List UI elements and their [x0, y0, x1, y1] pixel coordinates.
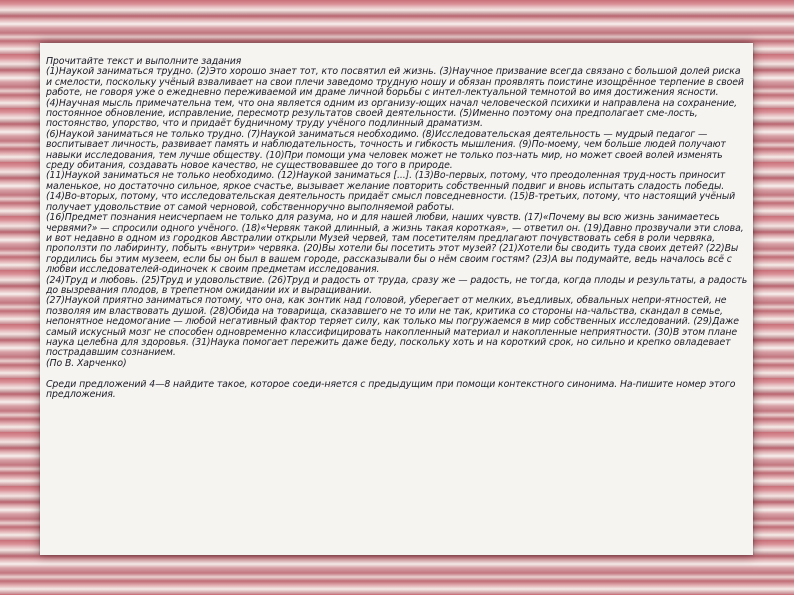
document-heading: Прочитайте текст и выполните задания — [46, 56, 242, 67]
task-text: Среди предложений 4—8 найдите такое, которое соеди-няется с предыдущим при помощи контекстного синонима. На-пишите номер этого предложения. — [46, 378, 736, 400]
paragraph-5: (24)Труд и любовь. (25)Труд и удовольствие. (26)Труд и радость от труда, сразу же — радость, не тогда, когда плоды и результаты, а радость до вызревания плодов, в трепетном ожидании их и выращивании. — [46, 274, 748, 296]
paragraph-4: (16)Предмет познания неисчерпаем не только для разума, но и для нашей любви, наших чувств. (17)«Почему вы всю жизнь занимаетесь червями?» — спросили одного учёного. (18)«Червяк такой длинный, а жизнь такая короткая», — ответил он. (19)Давно прозвучали эти слова, и вот недавно в одном из городков Австралии открыли Музей червей, там посетителям предлагают почувствовать себя в роли червяка, проползти по лабиринту, побыть «внутри» червяка. (20)Вы хотели бы посетить этот музей? (21)Хотели бы сводить туда своих детей? (22)Вы гордились бы этим музеем, если бы он был в вашем городе, рассказывали бы о нём своим гостям? (23)А вы подумайте, ведь началось всё с любви исследователей-одиночек к своим предметам исследования. — [46, 212, 744, 276]
paragraph-6: (27)Наукой приятно заниматься потому, что она, как зонтик над головой, уберегает от мелких, въедливых, обвальных непри-ятностей, не позволяя им властвовать душой. (28)Обида на товарища, сказавшего не то или не так, критика со стороны на-чальства, скандал в семье, непонятное недомогание — любой негативный фактор теряет силу, как только мы погружаемся в мир собственных исследований. (29)Даже самый искусный мозг не способен одновременно классифицировать накопленный материал и накопленные неприятности. (30)В этом плане наука целебна для здоровья. (31)Наука помогает пережить даже беду, поскольку хоть и на короткий срок, но сильно и крепко овладевает пострадавшим сознанием. — [46, 295, 739, 359]
document-text — [46, 57, 749, 400]
author-credit: (По В. Харченко) — [46, 357, 127, 369]
text-panel — [40, 43, 753, 555]
paragraph-3: (11)Наукой заниматься не только необходимо. (12)Наукой заниматься [...]. (13)Во-первых, потому, что преодоленная труд-ность приносит маленькое, но достаточно сильное, яркое счастье, вызывает желание повторить собственный подвиг и вновь испытать сладость победы. (14)Во-вторых, потому, что исследовательская деятельность придаёт смысл повседневности. (15)В-третьих, потому, что настоящий учёный получает удовольствие от самой черновой, собственноручно выполняемой работы. — [46, 170, 736, 213]
paragraph-2: (6)Наукой заниматься не только трудно. (7)Наукой заниматься необходимо. (8)Исследовательская деятельность — мудрый педагог — воспитывает личность, развивает память и наблюдательность, точность и гибкость мышления. (9)По-моему, чем больше людей получают навыки исследования, тем лучше обществу. (10)При помощи ума человек может не только поз-нать мир, но может своей волей изменять среду обитания, создавать новое качество, не существовавшее до того в природе. — [46, 128, 726, 172]
paragraph-1: (1)Наукой заниматься трудно. (2)Это хорошо знает тот, кто посвятил ей жизнь. (3)Научное призвание всегда связано с большой долей риска и смелости, поскольку учёный взваливает на свои плечи заведомо трудную ношу и обязан проявлять поистине изощрённое терпение в своей работе, не говоря уже о ежедневно переживаемой им драме личной борьбы с интел-лектуальной темнотой во имя достижения ясности. (4)Научная мысль примечательна тем, что она является одним из организу-ющих начал человеческой психики и направлена на сохранение, постоянное обновление, исправление, пересмотр результатов своей деятельности. (5)Именно поэтому она предполагает сме-лость, постоянство, упорство, что и придаёт будничному труду учёного подлинный драматизм. — [46, 66, 744, 130]
